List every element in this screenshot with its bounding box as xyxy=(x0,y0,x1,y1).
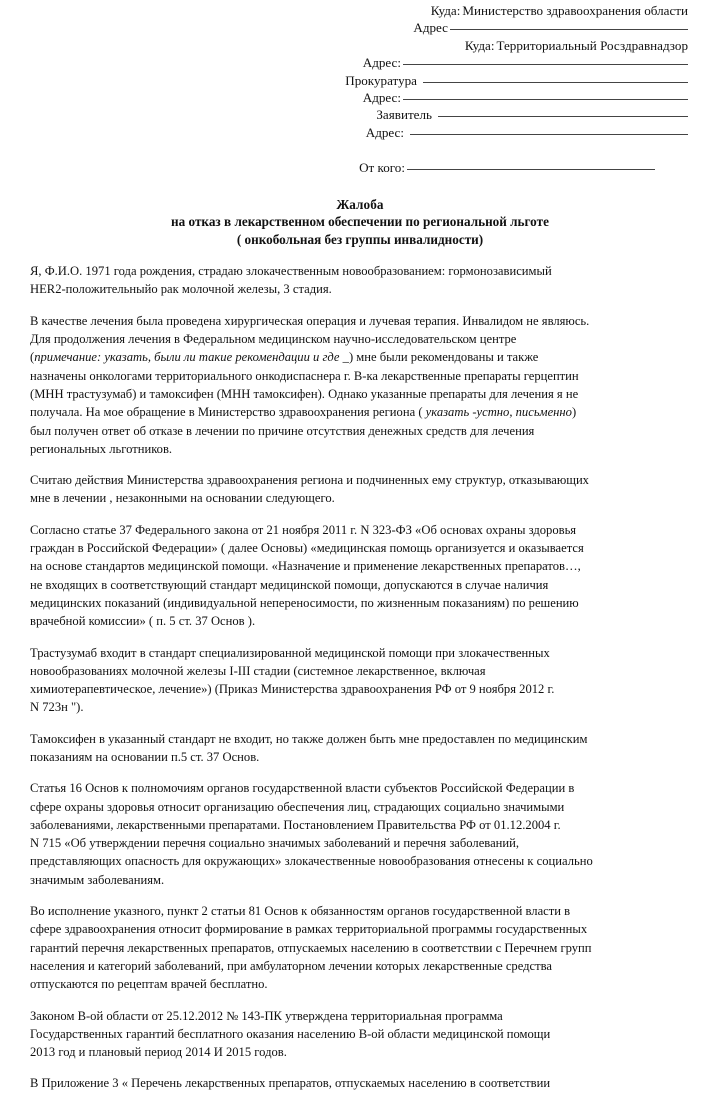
p10-line-1: В Приложение 3 « Перечень лекарственных препаратов, отпускаемых населению в соответствии xyxy=(30,1076,551,1091)
document-title xyxy=(0,196,720,249)
p2-line-5: (МНН трастузумаб) и тамоксифен (МНН тамоксифен). Однако указанные препараты для лечения я не xyxy=(30,386,579,401)
p2-line-6-prefix: получала. На мое обращение в Министерство здравоохранения региона ( xyxy=(30,405,426,420)
p2-specify-italic: указать -устно, письменно xyxy=(425,405,572,420)
p2-line-7: был получен ответ об отказе в лечении по причине отсутствия денежных средств для лечения xyxy=(30,423,535,438)
p7-line-1: Статья 16 Основ к полномочиям органов государственной власти субъектов Российской Федерации в xyxy=(30,781,575,796)
addressee-header xyxy=(0,0,720,177)
kuda-label-ministry: Куда: xyxy=(430,3,461,18)
paragraph-article-81 xyxy=(30,902,694,993)
p4-line-4: не входящих в соответствующий стандарт медицинской помощи, допускаются в случае наличия xyxy=(30,577,549,592)
p4-line-2: граждан в Российской Федерации» ( далее Основы) «медицинская помощь организуется и оказывается xyxy=(30,541,584,556)
p2-line-2: Для продолжения лечения в Федеральном медицинском научно-исследовательском центре xyxy=(30,332,517,347)
address-label-3: Адрес: xyxy=(362,90,401,106)
prosecutor-fill-line[interactable] xyxy=(423,82,688,83)
p5-line-1: Трастузумаб входит в стандарт специализированной медицинской помощи при злокачественных xyxy=(30,645,550,660)
paragraph-regional-law xyxy=(30,1007,694,1062)
p8-line-3: гарантий перечня лекарственных препаратов, отпускаемых населению в соответствии с Перечнем групп xyxy=(30,940,592,955)
p1-line-1: Я, Ф.И.О. 1971 года рождения, страдаю злокачественным новообразованием: гормонозависимый xyxy=(30,264,552,279)
header-row-address-1 xyxy=(0,19,688,36)
paragraph-tamoxifen xyxy=(30,730,694,767)
paragraph-appendix-3 xyxy=(30,1074,694,1092)
p7-line-3: заболеваниями, лекарственными препаратами. Постановлением Правительства РФ от 01.12.2004 г. xyxy=(30,817,561,832)
header-row-prosecutor xyxy=(0,72,688,89)
address-fill-line-1[interactable] xyxy=(450,29,688,30)
p7-line-4: N 715 «Об утверждении перечня социально значимых заболеваний и перечня заболеваний, xyxy=(30,836,520,851)
roszdravnadzor-value: Территориальный Росздравнадзор xyxy=(496,37,688,53)
header-row-applicant xyxy=(0,106,688,123)
p4-line-6: врачебной комиссии» ( п. 5 ст. 37 Основ ). xyxy=(30,614,256,629)
p2-line-3-suffix: ) мне были рекомендованы и также xyxy=(348,350,539,365)
ministry-value: Министерство здравоохранения области xyxy=(462,3,688,18)
title-line-subject: на отказ в лекарственном обеспечении по региональной льготе xyxy=(171,214,549,230)
from-whom-label: От кого: xyxy=(359,160,405,176)
p9-line-2: Государственных гарантий бесплатного оказания населению В-ой области медицинской помощи xyxy=(30,1026,551,1041)
address-label-1: Адрес xyxy=(413,20,448,36)
address-fill-line-3[interactable] xyxy=(403,99,688,100)
p8-line-4: населения и категорий заболеваний, при амбулаторном лечении которых лекарственные средства xyxy=(30,958,553,973)
applicant-fill-line[interactable] xyxy=(438,116,688,117)
address-label-4: Адрес: xyxy=(365,124,404,140)
p2-line-8: региональных льготников. xyxy=(30,441,173,456)
p3-line-1: Считаю действия Министерства здравоохранения региона и подчиненных ему структур, отказывающих xyxy=(30,473,589,488)
p7-line-5: представляющих опасность для окружающих» злокачественные новообразования отнесены к социально xyxy=(30,854,593,869)
p2-line-1: В качестве лечения была проведена хирургическая операция и лучевая терапия. Инвалидом не являюсь. xyxy=(30,313,590,328)
header-row-address-2 xyxy=(0,54,688,71)
p6-line-1: Тамоксифен в указанный стандарт не входит, но также должен быть мне предоставлен по медицинским xyxy=(30,731,588,746)
header-row-ministry xyxy=(0,2,688,19)
p2-line-3-prefix: ( xyxy=(30,350,35,365)
paragraph-trastuzumab-standard xyxy=(30,644,694,717)
p2-note-italic: примечание: указать, были ли такие рекомендации и где _ xyxy=(34,350,349,365)
p9-line-3: 2013 год и плановый период 2014 И 2015 годов. xyxy=(30,1045,287,1060)
p2-line-4: назначены онкологами территориального онкодиспаснера г. В-ка лекарственные препараты герцептин xyxy=(30,368,579,383)
p7-line-6: значимым заболеваниям. xyxy=(30,872,165,887)
p6-line-2: показаниям на основании п.5 ст. 37 Основ. xyxy=(30,749,260,764)
title-line-complaint: Жалоба xyxy=(336,196,384,212)
p4-line-5: медицинских показаний (индивидуальной непереносимости, по жизненным показаниям) по решению xyxy=(30,595,579,610)
kuda-label-roszdravnadzor: Куда: xyxy=(464,37,495,53)
from-whom-fill-line[interactable] xyxy=(407,169,655,170)
title-line-category: ( онкобольная без группы инвалидности) xyxy=(236,231,484,247)
p4-line-1: Согласно статье 37 Федерального закона от 21 ноября 2011 г. N 323-ФЗ «Об основах охраны здоровья xyxy=(30,522,577,537)
applicant-label: Заявитель xyxy=(376,107,432,123)
address-fill-line-2[interactable] xyxy=(403,64,688,65)
p9-line-1: Законом В-ой области от 25.12.2012 № 143-ПК утверждена территориальная программа xyxy=(30,1008,503,1023)
p5-line-3: химиотерапевтическое, лечение») (Приказ Министерства здравоохранения РФ от 9 ноября 2012 г. xyxy=(30,682,555,697)
document-body xyxy=(0,262,720,1093)
header-row-address-4 xyxy=(0,124,688,141)
p5-line-2: новообразованиях молочной железы I-III стадии (системное лекарственное, включая xyxy=(30,663,486,678)
paragraph-claim-unlawful xyxy=(30,471,694,508)
paragraph-diagnosis xyxy=(30,262,694,299)
p3-line-2: мне в лечении , незаконными на основании следующего. xyxy=(30,491,335,506)
p4-line-3: на основе стандартов медицинской помощи. «Назначение и применение лекарственных препаратов…, xyxy=(30,559,581,574)
p2-line-6-suffix: ) xyxy=(571,405,577,420)
address-fill-line-4[interactable] xyxy=(410,134,688,135)
paragraph-law-323fz xyxy=(30,521,694,631)
header-row-from-whom xyxy=(0,159,688,176)
address-label-2: Адрес: xyxy=(362,55,401,71)
p8-line-2: сфере здравоохранения относит формирование в рамках территориальной программы государственных xyxy=(30,922,588,937)
paragraph-article-16 xyxy=(30,779,694,889)
header-row-roszdravnadzor xyxy=(0,37,688,54)
p1-line-2: HER2-положительныйо рак молочной железы, 3 стадия. xyxy=(30,282,332,297)
header-row-address-3 xyxy=(0,89,688,106)
p7-line-2: сфере охраны здоровья относит организацию обеспечения лиц, страдающих социально значимыми xyxy=(30,799,565,814)
prosecutor-label: Прокуратура xyxy=(345,72,417,88)
p8-line-1: Во исполнение указного, пункт 2 статьи 81 Основ к обязанностям органов государственной власти в xyxy=(30,904,571,919)
p8-line-5: отпускаются по рецептам врачей бесплатно. xyxy=(30,977,268,992)
p5-line-4: N 723н "). xyxy=(30,700,84,715)
paragraph-treatment-history xyxy=(30,312,694,458)
